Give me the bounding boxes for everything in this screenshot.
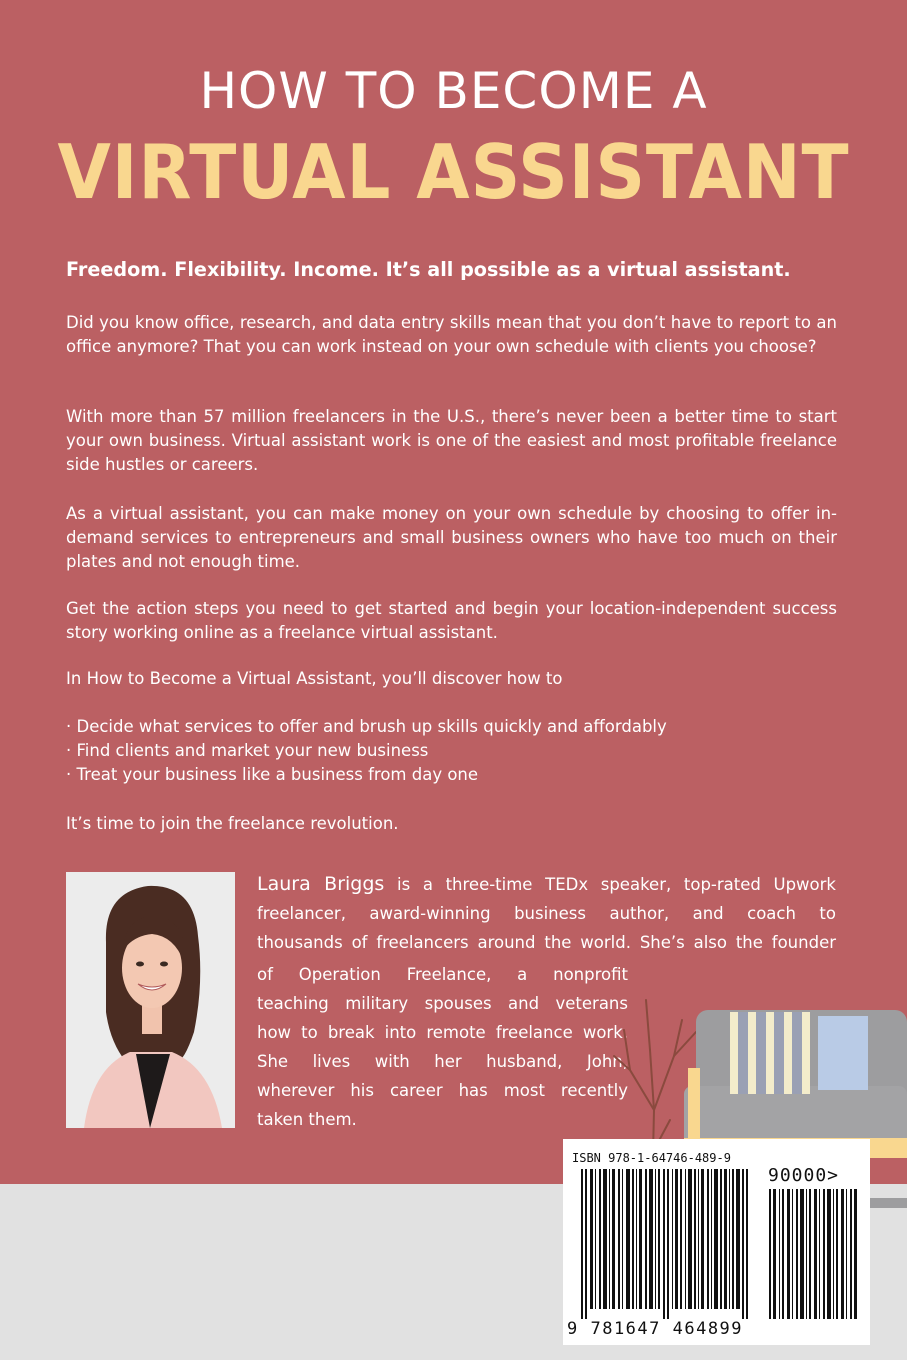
author-name: Laura Briggs (257, 873, 385, 895)
tagline: Freedom. Flexibility. Income. It’s all possible as a virtual assistant. (66, 258, 791, 281)
ean-barcode-bars (581, 1169, 759, 1319)
title-line-1: HOW TO BECOME A (199, 62, 708, 120)
bio-line-2: freelancer, award-winning business author, and coach to (257, 904, 836, 923)
price-code: 90000> (768, 1165, 840, 1186)
bullet-item-1: · Decide what services to offer and brush up skills quickly and affordably (66, 717, 667, 736)
list-intro: In How to Become a Virtual Assistant, you’ll discover how to (66, 669, 563, 688)
bio-line-3: thousands of freelancers around the world. She’s also the founder (257, 933, 836, 952)
isbn-label: ISBN 978-1-64746-489-9 (572, 1151, 731, 1165)
bio-line-1-text: is a three-time TEDx speaker, top-rated Upwork (384, 875, 836, 894)
bio-line-1 (257, 870, 836, 899)
bio-line-5: teaching military spouses and veterans (257, 994, 628, 1013)
bio-line-8: wherever his career has most recently (257, 1081, 628, 1100)
isbn-digits: 9 781647 464899 (567, 1319, 744, 1339)
bio-line-9: taken them. (257, 1110, 357, 1129)
bio-line-6: how to break into remote freelance work. (257, 1023, 628, 1042)
paragraph-4: Get the action steps you need to get started and begin your location-independent success story working online as a freelance virtual assistant. (66, 599, 837, 642)
paragraph-1: Did you know office, research, and data entry skills mean that you don’t have to report to an office anymore? That you can work instead on your own schedule with clients you choose? (66, 313, 837, 356)
title-line-2: VIRTUAL ASSISTANT (57, 128, 850, 216)
author-photo (66, 872, 235, 1128)
bio-line-4: of Operation Freelance, a nonprofit (257, 965, 628, 984)
bullet-item-3: · Treat your business like a business from day one (66, 765, 479, 784)
addon-barcode-bars (769, 1189, 859, 1319)
author-portrait-illustration (66, 872, 235, 1128)
closing-line: It’s time to join the freelance revolution. (66, 814, 399, 833)
isbn-barcode (563, 1139, 870, 1345)
bullet-item-2: · Find clients and market your new business (66, 741, 429, 760)
paragraph-2: With more than 57 million freelancers in the U.S., there’s never been a better time to start your own business. Virtual assistant work is one of the easiest and most profitable freelance side hustles or careers. (66, 407, 837, 474)
bio-line-7: She lives with her husband, John, (257, 1052, 628, 1071)
paragraph-3: As a virtual assistant, you can make money on your own schedule by choosing to offer in-demand services to entrepreneurs and small business owners who have too much on their plates and not enough time. (66, 504, 837, 571)
